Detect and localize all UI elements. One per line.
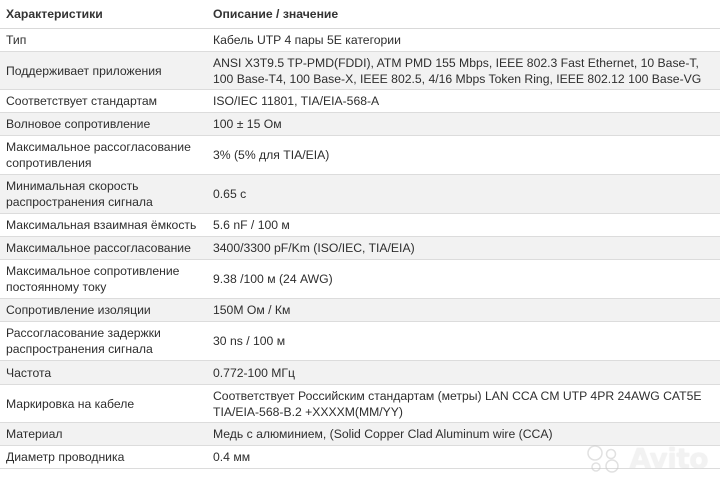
- spec-key: Частота: [0, 361, 207, 385]
- spec-key: Рассогласование задержки распространения сигнала: [0, 322, 207, 361]
- spec-value: Соответствует Российским стандартам (метры) LAN CCA CM UTP 4PR 24AWG CAT5E TIA/EIA-568-B.2 +XXXXM(MM/YY): [207, 385, 720, 423]
- table-row: [0, 322, 720, 361]
- spec-key: Материал: [0, 423, 207, 446]
- column-header-characteristics: Характеристики: [0, 0, 207, 29]
- spec-key: Минимальная скорость распространения сигнала: [0, 175, 207, 214]
- spec-value: 3400/3300 pF/Km (ISO/IEC, TIA/EIA): [207, 237, 720, 260]
- table-row: [0, 52, 720, 90]
- table-row: [0, 299, 720, 322]
- spec-value: 150М Ом / Км: [207, 299, 720, 322]
- table-row: [0, 113, 720, 136]
- spec-value: 5.6 nF / 100 м: [207, 214, 720, 237]
- spec-value: Медь с алюминием, (Solid Copper Clad Aluminum wire (CCA): [207, 423, 720, 446]
- spec-key: Поддерживает приложения: [0, 52, 207, 90]
- spec-value: 0.65 с: [207, 175, 720, 214]
- spec-key: Соответствует стандартам: [0, 90, 207, 113]
- spec-key: Диаметр проводника: [0, 446, 207, 469]
- table-row: [0, 214, 720, 237]
- table-row: [0, 260, 720, 299]
- specs-table-body: [0, 29, 720, 469]
- table-row: [0, 175, 720, 214]
- spec-value: ISO/IEC 11801, TIA/EIA-568-A: [207, 90, 720, 113]
- spec-value: 100 ± 15 Ом: [207, 113, 720, 136]
- spec-key: Маркировка на кабеле: [0, 385, 207, 423]
- spec-value: ANSI X3T9.5 TP-PMD(FDDI), ATM PMD 155 Mbps, IEEE 802.3 Fast Ethernet, 10 Base-T, 100 Base-T4, 100 Base-X, IEEE 802.5, 4/16 Mbps Token Ring, IEEE 802.12 100 Base-VG: [207, 52, 720, 90]
- table-row: [0, 423, 720, 446]
- table-row: [0, 385, 720, 423]
- spec-key: Максимальное рассогласование сопротивления: [0, 136, 207, 175]
- spec-key: Волновое сопротивление: [0, 113, 207, 136]
- specs-table-head: [0, 0, 720, 29]
- spec-value: 0.4 мм: [207, 446, 720, 469]
- table-row: [0, 136, 720, 175]
- spec-value: 30 ns / 100 м: [207, 322, 720, 361]
- spec-key: Сопротивление изоляции: [0, 299, 207, 322]
- spec-value: 0.772-100 МГц: [207, 361, 720, 385]
- spec-value: Кабель UTP 4 пары 5E категории: [207, 29, 720, 52]
- spec-key: Максимальное рассогласование: [0, 237, 207, 260]
- column-header-description: Описание / значение: [207, 0, 720, 29]
- table-row: [0, 90, 720, 113]
- spec-value: 3% (5% для TIA/EIA): [207, 136, 720, 175]
- header-row: [0, 0, 720, 29]
- spec-key: Максимальная взаимная ёмкость: [0, 214, 207, 237]
- spec-value: 9.38 /100 м (24 AWG): [207, 260, 720, 299]
- table-row: [0, 237, 720, 260]
- table-row: [0, 361, 720, 385]
- watermark-text: Avito: [629, 442, 708, 475]
- table-row: [0, 29, 720, 52]
- table-row: [0, 446, 720, 469]
- spec-key: Максимальное сопротивление постоянному току: [0, 260, 207, 299]
- spec-key: Тип: [0, 29, 207, 52]
